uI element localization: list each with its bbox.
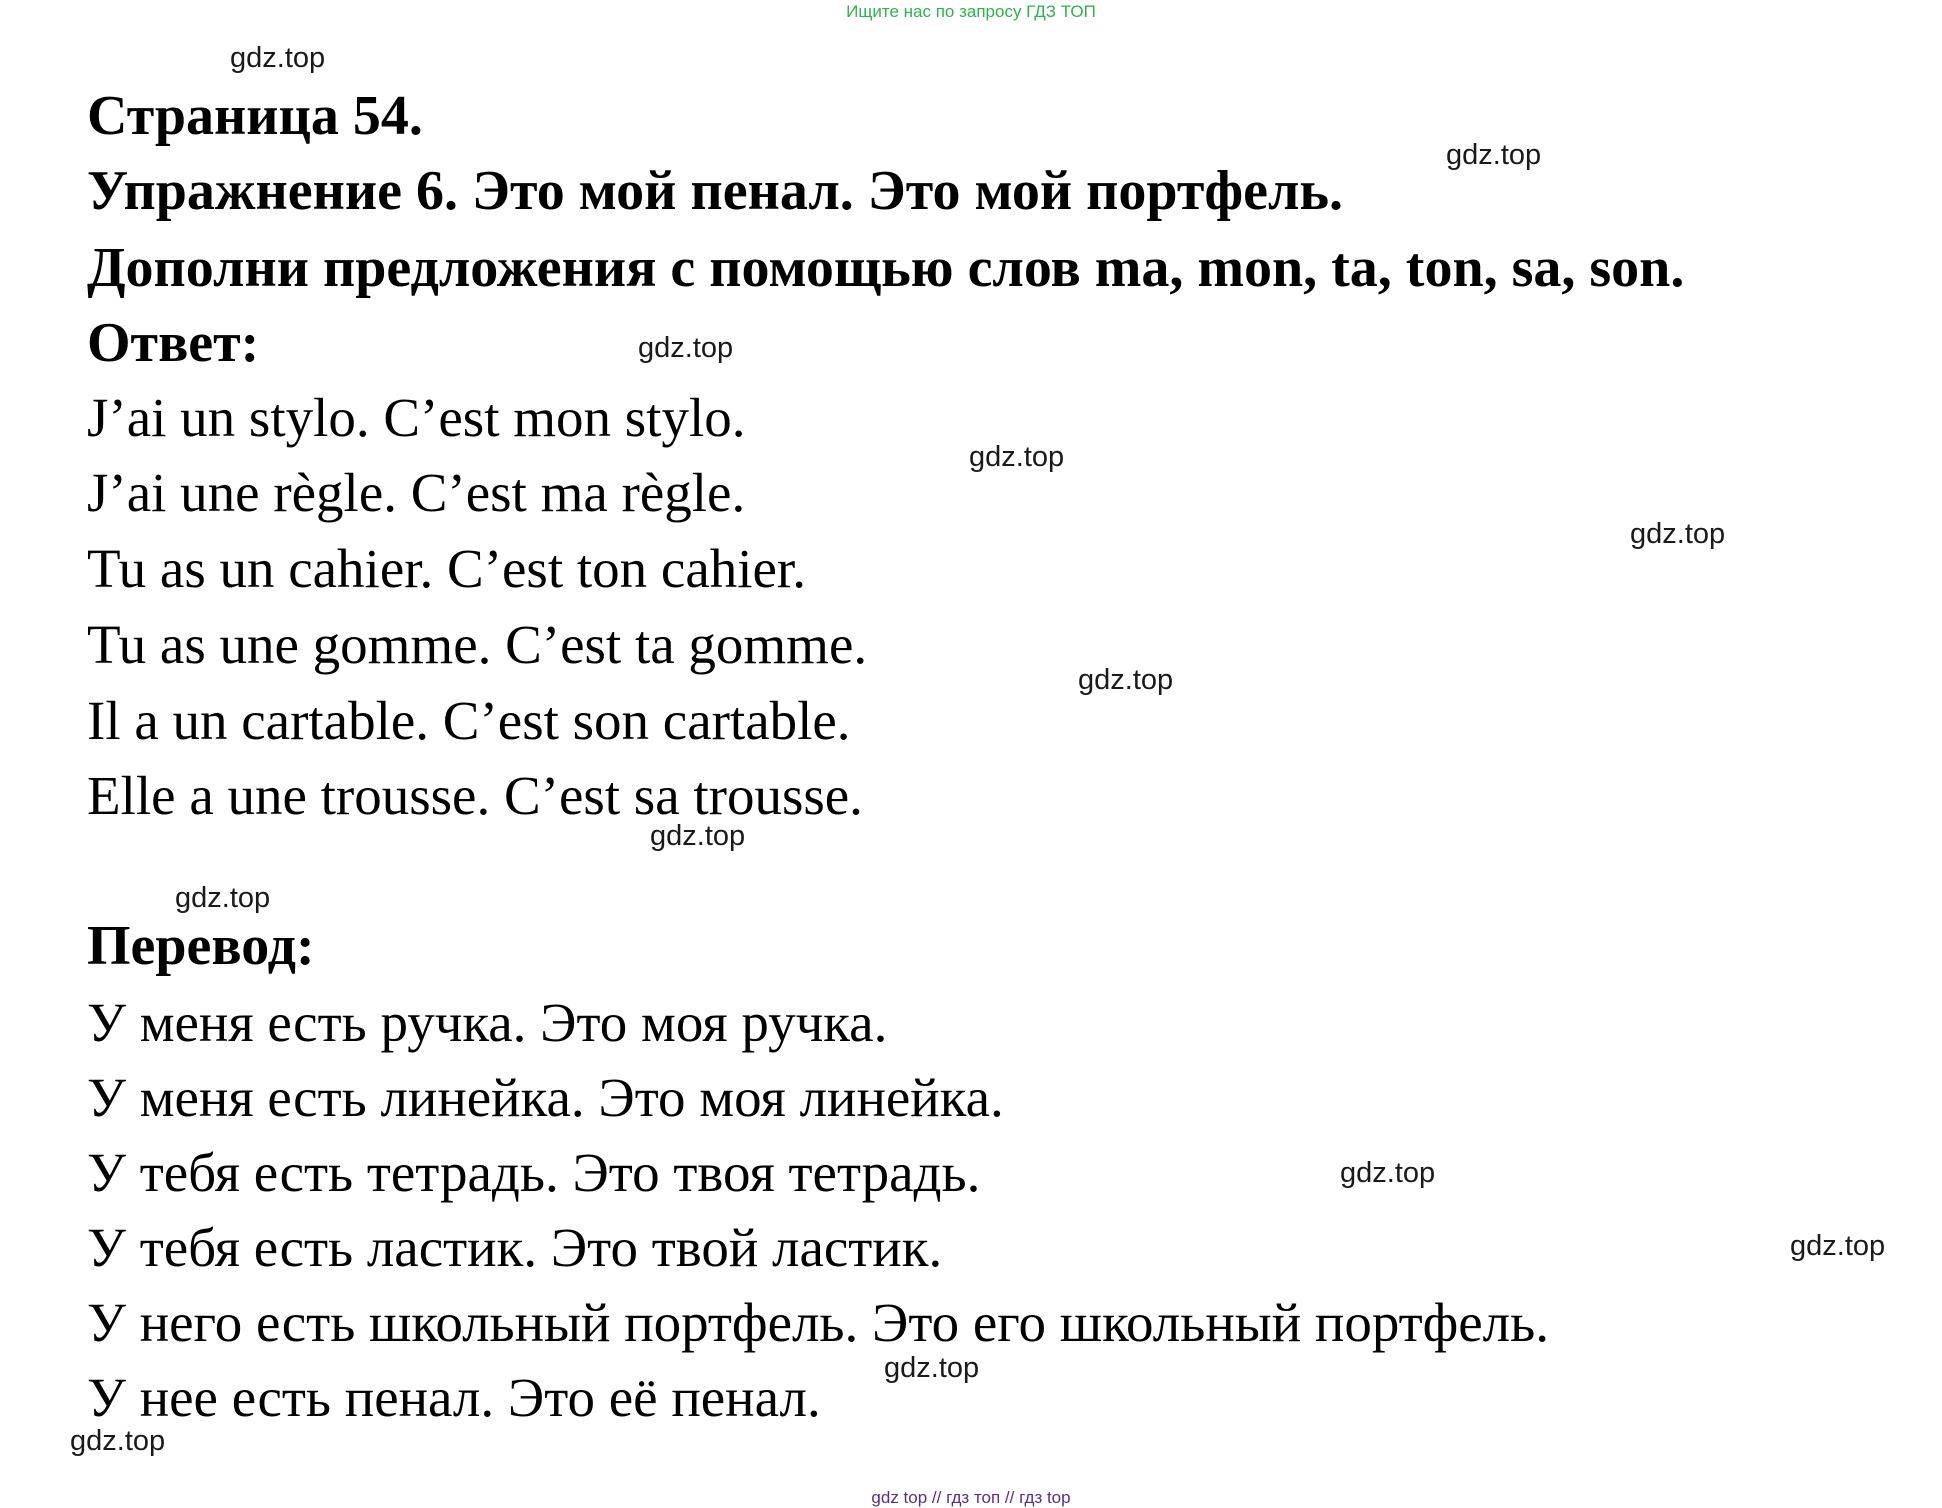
watermark: gdz.top [1790, 1230, 1886, 1262]
answer-label: Ответ: [87, 312, 260, 374]
answer-line: J’ai une règle. C’est ma règle. [87, 462, 746, 523]
answer-line: Tu as un cahier. C’est ton cahier. [87, 538, 806, 599]
watermark: gdz.top [969, 441, 1065, 473]
translation-line: У нее есть пенал. Это её пенал. [87, 1367, 821, 1428]
watermark: gdz.top [175, 882, 271, 914]
watermark: gdz.top [1078, 664, 1174, 696]
page-title: Страница 54. [87, 85, 423, 147]
watermark: gdz.top [884, 1352, 980, 1384]
answer-line: Tu as une gomme. C’est ta gomme. [87, 614, 868, 675]
translation-line: У меня есть ручка. Это моя ручка. [87, 992, 888, 1053]
watermark: gdz.top [1630, 518, 1726, 550]
translation-line: У меня есть линейка. Это моя линейка. [87, 1067, 1004, 1128]
exercise-title: Упражнение 6. Это мой пенал. Это мой портфель. [87, 160, 1343, 222]
watermark: gdz.top [1446, 139, 1542, 171]
watermark: gdz.top [638, 332, 734, 364]
answer-line: Il a un cartable. C’est son cartable. [87, 690, 851, 751]
bottom-banner: gdz top // гдз топ // гдз top [871, 1488, 1071, 1507]
watermark: gdz.top [230, 42, 326, 74]
watermark: gdz.top [650, 820, 746, 852]
top-search-banner: Ищите нас по запросу ГДЗ ТОП [846, 2, 1096, 21]
translation-label: Перевод: [87, 915, 315, 977]
translation-line: У него есть школьный портфель. Это его школьный портфель. [87, 1292, 1549, 1353]
task-text: Дополни предложения с помощью слов ma, mon, ta, ton, sa, son. [87, 237, 1685, 299]
translation-line: У тебя есть ластик. Это твой ластик. [87, 1217, 943, 1278]
answer-line: J’ai un stylo. C’est mon stylo. [87, 387, 746, 448]
answer-line: Elle a une trousse. C’est sa trousse. [87, 765, 863, 826]
watermark: gdz.top [1340, 1157, 1436, 1189]
watermark: gdz.top [70, 1425, 166, 1457]
translation-line: У тебя есть тетрадь. Это твоя тетрадь. [87, 1142, 981, 1203]
